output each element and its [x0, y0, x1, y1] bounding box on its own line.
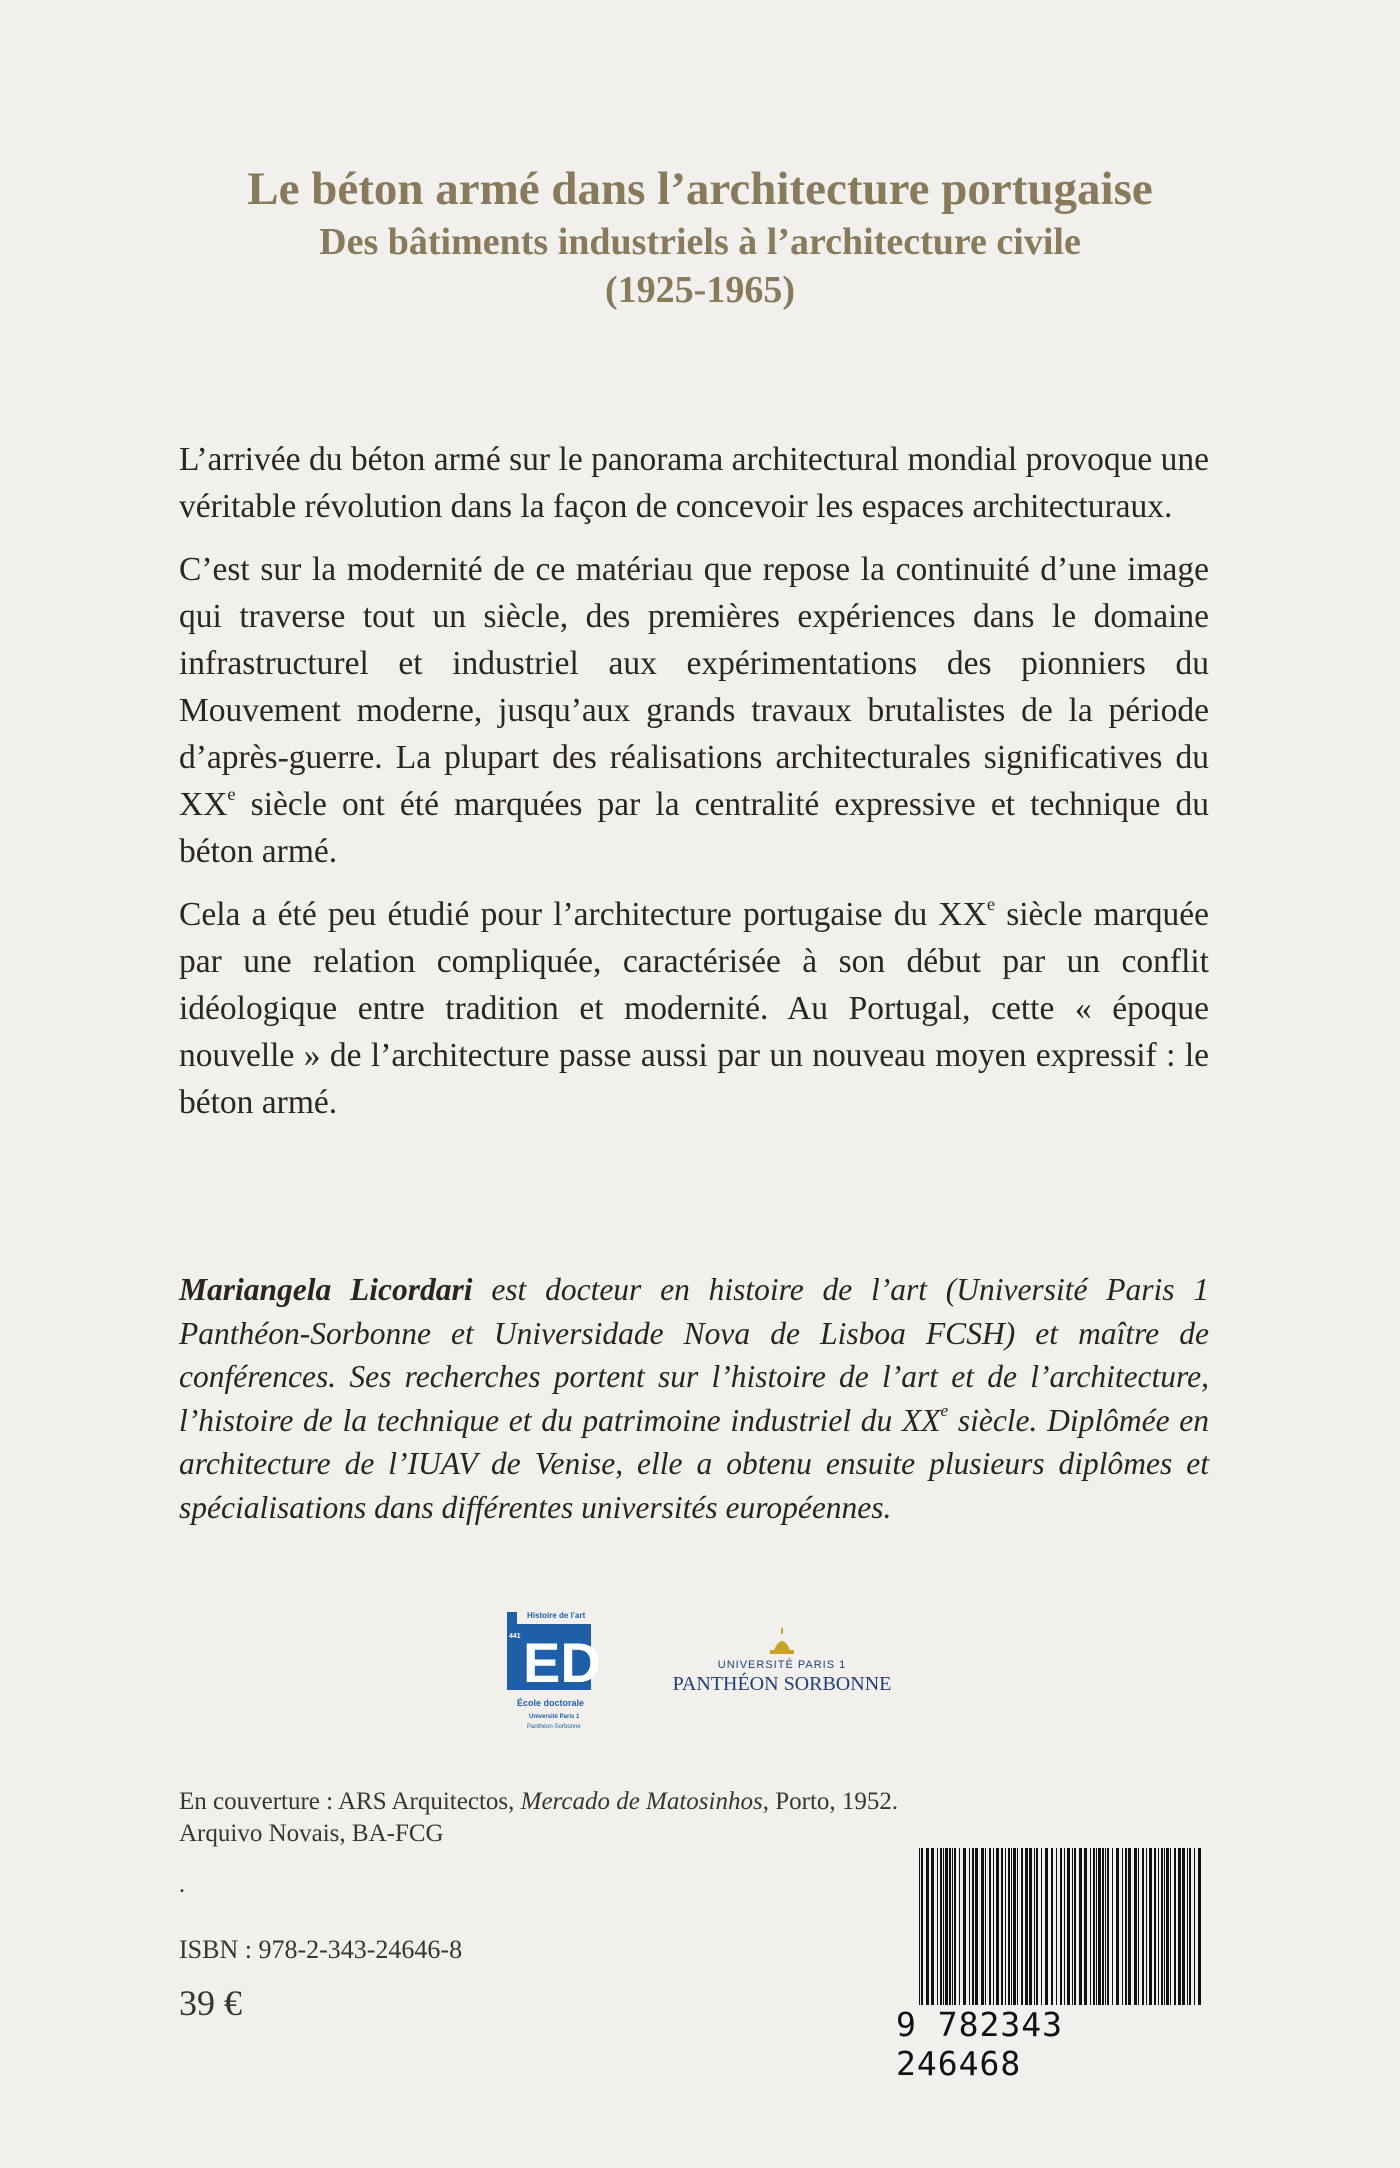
blurb-paragraph-3	[179, 891, 1209, 1126]
barcode-digits: 9 782343 246468	[896, 2005, 1206, 2083]
credit-prefix: En couverture : ARS Arquitectos,	[179, 1788, 521, 1815]
ecole-doctorale-logo	[507, 1608, 607, 1740]
cover-credit	[179, 1786, 898, 1850]
blurb-paragraph-2	[179, 546, 1209, 875]
title-block	[150, 160, 1250, 314]
ed-line-1: École doctorale	[517, 1698, 585, 1708]
pantheon-dome-icon	[770, 1628, 794, 1654]
blurb-p3-sup: e	[986, 894, 995, 915]
blurb-p3-part-a: Cela a été peu étudié pour l’architecture portugaise du XX	[179, 896, 987, 933]
credit-suffix: , Porto, 1952.	[762, 1788, 899, 1815]
bio-text-b: siècle. Diplômée en architecture de l’IUAV de Venise, elle a obtenu ensuite plusieurs diplômes et spécialisations dans différentes universités européennes.	[179, 1402, 1209, 1525]
blurb	[179, 436, 1209, 1142]
isbn: ISBN : 978-2-343-24646-8	[179, 1935, 463, 1964]
author-bio	[179, 1268, 1209, 1529]
credit-work: Mercado de Matosinhos	[520, 1788, 763, 1815]
ed-letters: ED	[523, 1631, 601, 1694]
blurb-paragraph-1: L’arrivée du béton armé sur le panorama architectural mondial provoque une véritable révolution dans la façon de concevoir les espaces architecturaux.	[179, 441, 1209, 525]
book-title: Le béton armé dans l’architecture portugaise	[247, 163, 1153, 215]
author-name: Mariangela Licordari	[179, 1272, 473, 1307]
blurb-p2-part-b: siècle ont été marquées par la centralité expressive et technique du béton armé.	[179, 786, 1209, 870]
book-subtitle: Des bâtiments industriels à l’architecture civile	[319, 221, 1081, 263]
ed-number: 441	[509, 1633, 521, 1640]
blurb-p3-part-b: siècle marquée par une relation compliquée, caractérisée à son début par un conflit idéologique entre tradition et modernité. Au Portugal, cette « époque nouvelle » de l’architecture passe aussi par un nouveau moyen expressif : le béton armé.	[179, 896, 1210, 1121]
pantheon-sorbonne-logo	[672, 1628, 892, 1708]
stray-dot: .	[179, 1872, 185, 1898]
book-years: (1925-1965)	[605, 269, 795, 311]
blurb-p2-sup: e	[227, 784, 236, 805]
paris1-small-label: UNIVERSITÉ PARIS 1	[717, 1659, 847, 1671]
ed-line-2: Université Paris 1	[529, 1714, 580, 1720]
credit-line-1	[179, 1786, 898, 1818]
ed-top-label: Histoire de l’art	[527, 1611, 586, 1620]
ed-logo-bar	[507, 1612, 517, 1690]
bio-sup: e	[940, 1401, 949, 1421]
paris1-big-label: PANTHÉON SORBONNE	[672, 1673, 892, 1695]
blurb-p2-part-a: C’est sur la modernité de ce matériau que repose la continuité d’une image qui traverse tout un siècle, des premières expériences dans le domaine infrastructurel et industriel aux expérimentations des pionniers du Mouvement moderne, jusqu’aux grands travaux brutalistes de la période d’après-guerre. La plupart des réalisations architecturales significatives du XX	[179, 551, 1209, 823]
bio-text-a: est docteur en histoire de l’art (Université Paris 1 Panthéon-Sorbonne et Universidade Nova de Lisboa FCSH) et maître de conférences. Ses recherches portent sur l’histoire de l’art et de l’architecture, l’histoire de la technique et du patrimoine industriel du XX	[179, 1272, 1209, 1438]
ed-line-3: Panthéon-Sorbonne	[527, 1724, 581, 1730]
credit-line-2: Arquivo Novais, BA-FCG	[179, 1820, 444, 1847]
price: 39 €	[179, 1983, 242, 2023]
